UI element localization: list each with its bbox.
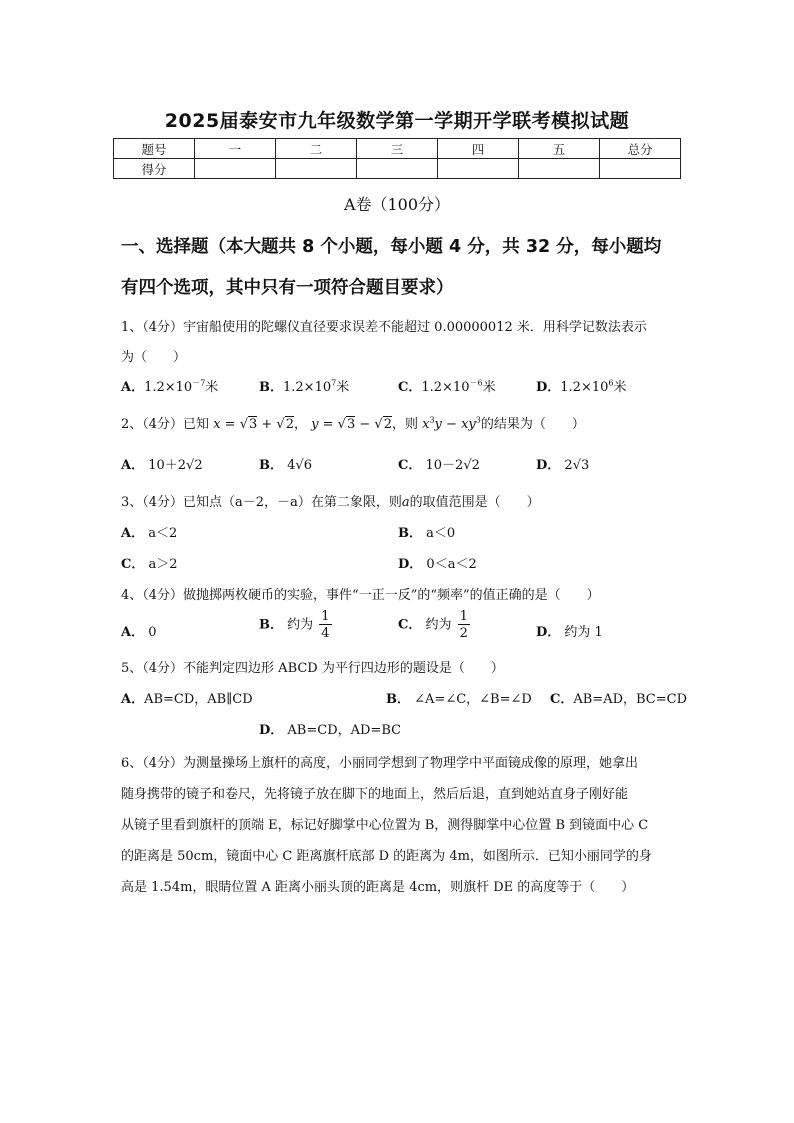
option-d[interactable]: D． 0＜a＜2	[398, 557, 477, 572]
option-c[interactable]: C． a＞2	[121, 557, 178, 572]
option-b[interactable]: B． 4√6	[259, 458, 312, 473]
table-row	[114, 159, 681, 179]
option-b[interactable]: B． 约为 $\frac{1}{4}$	[259, 609, 330, 641]
table-cell: 得分	[114, 159, 195, 179]
option-c[interactable]: C．$1.2\times 10^{-6}$米	[398, 378, 496, 395]
part-heading: 一、选择题（本大题共 8 个小题，每小题 4 分，共 32 分，每小题均	[121, 237, 662, 257]
option-b[interactable]: B． ∠A=∠C，∠B=∠D	[386, 692, 532, 707]
score-cell[interactable]	[276, 159, 357, 179]
option-d[interactable]: D． AB=CD，AD=BC	[259, 723, 402, 738]
option-a[interactable]: A． a＜2	[121, 526, 178, 541]
question-text: 从镜子里看到旗杆的顶端 E，标记好脚掌中心位置为 B，测得脚掌中心位置 B 到镜面中心 C	[121, 818, 649, 833]
table-cell: 一	[195, 139, 276, 159]
option-d[interactable]: D．$1.2\times 10^6$米	[536, 378, 627, 395]
question-text: 1、（4分）宇宙船使用的陀螺仪直径要求误差不能超过 0.00000012 米．用科学记数法表示	[121, 320, 647, 335]
question-text: 3、（4分）已知点（a－2，－a）在第二象限，则a的取值范围是（ ）	[121, 495, 540, 510]
score-cell[interactable]	[357, 159, 438, 179]
fraction: $\frac{1}{4}$	[321, 609, 330, 641]
page-title: 2025届泰安市九年级数学第一学期开学联考模拟试题	[164, 110, 630, 132]
option-c[interactable]: C． 约为 $\frac{1}{2}$	[398, 609, 468, 641]
question-text: 5、（4分）不能判定四边形 ABCD 为平行四边形的题设是（ ）	[121, 661, 504, 676]
option-a[interactable]: A． 10＋2√2	[121, 458, 203, 473]
option-d[interactable]: D． 约为 1	[536, 625, 603, 640]
question-text: 为（ ）	[121, 350, 187, 365]
question-text: 高是 1.54m，眼睛位置 A 距离小丽头顶的距离是 4cm，则旗杆 DE 的高度等于（ ）	[121, 880, 635, 895]
question-text: 的距离是 50cm，镜面中心 C 距离旗杆底部 D 的距离为 4m，如图所示．已知小丽同学的身	[121, 849, 652, 864]
part-heading: 有四个选项，其中只有一项符合题目要求）	[121, 278, 454, 298]
table-cell: 二	[276, 139, 357, 159]
score-cell[interactable]	[600, 159, 681, 179]
table-cell: 四	[438, 139, 519, 159]
table-row	[114, 139, 681, 159]
score-cell[interactable]	[438, 159, 519, 179]
option-a[interactable]: A． 0	[121, 625, 157, 640]
option-a[interactable]: A．AB=CD，AB∥CD	[121, 692, 253, 707]
table-cell: 总分	[600, 139, 681, 159]
option-c[interactable]: C．AB=AD，BC=CD	[550, 692, 688, 707]
option-c[interactable]: C． 10－2√2	[398, 458, 480, 473]
table-cell: 题号	[114, 139, 195, 159]
question-text: 4、（4分）做抛掷两枚硬币的实验，事件“一正一反”的“频率”的值正确的是（ ）	[121, 588, 600, 603]
score-cell[interactable]	[519, 159, 600, 179]
fraction: $\frac{1}{2}$	[459, 609, 468, 641]
section-heading: A卷（100分）	[343, 195, 451, 214]
option-d[interactable]: D． 2√3	[536, 458, 590, 473]
score-cell[interactable]	[195, 159, 276, 179]
question-text: 6、（4分）为测量操场上旗杆的高度，小丽同学想到了物理学中平面镜成像的原理，她拿出	[121, 756, 639, 771]
question-text: 随身携带的镜子和卷尺，先将镜子放在脚下的地面上，然后后退，直到她站直身子刚好能	[121, 787, 629, 802]
option-b[interactable]: B． a＜0	[398, 526, 456, 541]
score-table	[113, 138, 681, 179]
option-b[interactable]: B．$1.2\times 10^7$米	[259, 378, 350, 395]
option-a[interactable]: A．$1.2\times 10^{-7}$米	[121, 378, 219, 395]
table-cell: 五	[519, 139, 600, 159]
table-cell: 三	[357, 139, 438, 159]
question-text: 2、（4分）已知 x = √3 + √2， y = √3 − √2，则 $x^3y - xy^3$的结果为（ ）	[121, 415, 585, 432]
